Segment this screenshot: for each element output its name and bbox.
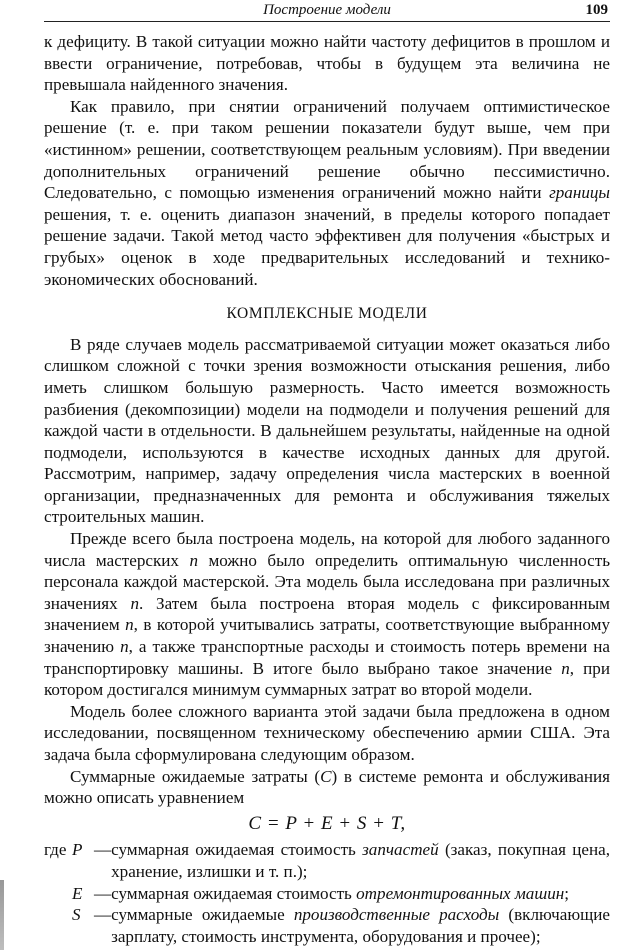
definition-text (111, 883, 610, 905)
definition-lead (44, 904, 72, 947)
text-run: суммарная ожидаемая стоимость (111, 840, 363, 860)
paragraph-us-army: Модель более сложного варианта этой задачи была предложена в одном исследовании, посвященном техническому обеспечению армии США. Эта задача была сформулирована следующим образом. (44, 701, 610, 764)
section-title: КОМПЛЕКСНЫЕ МОДЕЛИ (226, 305, 428, 323)
text-run: (заказ, покупная цена, хранение, излишки и т. п.); (111, 840, 610, 881)
definition-symbol: P (72, 840, 83, 860)
definition-dash: — (94, 840, 112, 860)
variable-n: n (130, 593, 140, 613)
emphasis-text: производственные расходы (293, 905, 500, 925)
variable-n: n (189, 550, 199, 570)
page-body (44, 31, 610, 947)
cost-equation: C = P + E + S + T, (248, 812, 406, 834)
definition-row (44, 839, 610, 882)
header-rule (44, 21, 610, 22)
paragraph-complex-models: В ряде случаев модель рассматриваемой ситуации может оказаться либо слишком сложной с точки зрения возможности отыскания решения, либо иметь слишком большую размерность. Часто имеется возможность разбиения (декомпозиции) модели на подмодели и получения решений для каждой части в отдельности. В дальнейшем результаты, найденные на одной подмодели, используются в качестве исходных данных для другой. Рассмотрим, например, задачу определения числа мастерских в военной организации, предназначенных для ремонта и обслуживания тяжелых строительных машин. (44, 334, 610, 527)
definition-text (111, 904, 610, 947)
paragraph-continuation: к дефициту. В такой ситуации можно найти частоту дефицитов в прошлом и ввести ограничение, потребовав, чтобы в будущем эта величина не превышала найденного значения. (44, 32, 610, 95)
text-run: Как правило, при снятии ограничений получаем оптимистическое решение (т. е. при таком решении показатели будут выше, чем при «истинном» решении, соответствующем реальным условиям). При введении дополнительных ограничений решение обычно пессимистично. Следовательно, с помощью изменения ограничений можно найти (44, 96, 610, 203)
text-run: Прежде всего была построена модель, на которой для любого заданного числа мастерских (44, 529, 610, 570)
definition-dash: — (94, 905, 112, 925)
definition-row (44, 883, 610, 905)
text-run: , при котором достигался минимум суммарных затрат во второй модели. (44, 658, 610, 700)
text-run: ; (564, 883, 570, 903)
emphasis-text: границы (549, 183, 610, 203)
emphasis-text: отремонтированных машин (356, 883, 565, 903)
text-run: суммарная ожидаемая стоимость (111, 883, 357, 903)
variable-c: C (320, 766, 332, 786)
text-run: ) в системе ремонта и обслуживания можно описать уравнением (44, 766, 610, 808)
definition-text (111, 839, 610, 882)
text-run: . Затем была построена вторая модель с фиксированным значением (44, 593, 611, 635)
text-run: (включающие зарплату, стоимость инструмента, оборудования и прочее); (111, 905, 610, 946)
text-run: , в которой учитывались затраты, соответствующие выбранному значению (44, 615, 610, 657)
page-number: 109 (585, 2, 608, 18)
text-run: , а также транспортные расходы и стоимость потерь времени на транспортировку машины. В итоге было выбрано такое значение (44, 637, 610, 678)
definition-symbol: E (72, 883, 83, 903)
paragraph-total-costs (44, 766, 610, 809)
paragraph-constraints (44, 96, 610, 290)
text-run: решения, т. е. оценить диапазон значений, в пределы которого попадает решение задачи. Такой метод часто эффективен для получения «быстрых и грубых» оценок в ходе предварительных исследований и технико-экономических обоснований. (44, 204, 610, 289)
definition-lead (44, 883, 72, 905)
paragraph-workshops (44, 528, 610, 701)
definition-list (44, 839, 610, 947)
variable-n: n (120, 637, 129, 657)
definition-row (44, 904, 610, 947)
text-run: суммарные ожидаемые (111, 905, 294, 925)
running-head (44, 2, 610, 22)
text-run: можно было определить оптимальную численность персонала каждой мастерской. Эта модель была исследована при различных значениях (44, 550, 611, 613)
text-run: Суммарные ожидаемые затраты ( (70, 766, 321, 786)
running-head-title: Построение модели (263, 2, 391, 18)
definition-dash: — (94, 883, 112, 903)
scan-edge-mark (0, 880, 4, 950)
variable-n: n (125, 615, 134, 635)
emphasis-text: запчастей (362, 840, 439, 860)
definition-lead: где (44, 840, 67, 860)
definition-symbol: S (72, 905, 81, 925)
variable-n: n (561, 658, 570, 678)
